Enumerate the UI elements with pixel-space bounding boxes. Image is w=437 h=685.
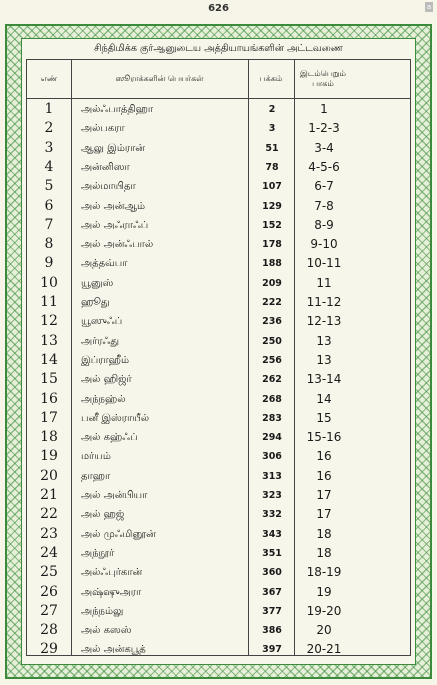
row-number: 19 <box>40 448 58 465</box>
surah-name: அல்ஃபுர்கான் <box>81 567 143 579</box>
table-row <box>27 216 410 235</box>
decorative-border-frame <box>5 24 432 679</box>
table-row <box>27 390 410 409</box>
table-row <box>27 177 410 196</box>
surah-name: தாஹா <box>81 470 111 482</box>
page-number-cell: 268 <box>262 393 282 405</box>
surah-name: அல் ஹிஜ்ர் <box>81 374 132 386</box>
table-row <box>27 100 410 119</box>
page-number-cell: 236 <box>262 316 282 328</box>
surah-name: அந்நஹ்ல் <box>81 393 126 405</box>
table-row <box>27 640 410 659</box>
part-number: 10-11 <box>306 256 342 271</box>
page-number-cell: 386 <box>262 625 282 637</box>
surah-name: அல் கஹ்ஃப் <box>81 432 138 444</box>
surah-name: அல்ஃபாத்திஹா <box>81 104 154 115</box>
part-number: 6-7 <box>314 179 334 194</box>
part-number: 9-10 <box>310 237 338 252</box>
table-row <box>27 332 410 351</box>
row-number: 2 <box>44 120 54 137</box>
surah-name: அல் முஃமினூன் <box>81 528 156 540</box>
part-number: 11 <box>316 275 332 290</box>
surah-name: யூஸுஃப் <box>81 316 123 328</box>
part-number: 3-4 <box>314 140 334 155</box>
table-row <box>27 544 410 563</box>
row-number: 22 <box>40 506 58 523</box>
page-number-cell: 178 <box>262 239 282 251</box>
row-number: 21 <box>40 487 58 503</box>
surah-name: ஹூது <box>81 297 110 308</box>
row-number: 10 <box>40 274 58 291</box>
page-number-cell: 51 <box>265 142 279 154</box>
table-row <box>27 312 410 331</box>
row-number: 1 <box>44 101 54 117</box>
row-number: 18 <box>40 429 58 446</box>
page-number: 626 <box>208 3 229 14</box>
page-number-cell: 343 <box>262 528 282 540</box>
header-number: எண் <box>40 74 58 83</box>
page-number-cell: 256 <box>262 354 282 366</box>
table-row <box>27 467 410 486</box>
row-number: 28 <box>40 622 58 639</box>
table-row <box>27 274 410 293</box>
table-row <box>27 563 410 582</box>
table-row <box>27 197 410 216</box>
row-number: 25 <box>40 564 58 581</box>
table-row <box>27 158 410 177</box>
page-number-cell: 332 <box>262 509 282 521</box>
page-number-cell: 78 <box>265 161 279 173</box>
part-number: 19-20 <box>306 603 342 618</box>
page-number-cell: 209 <box>262 277 282 289</box>
page-number-cell: 107 <box>262 181 282 193</box>
surah-name: அல் அன்கபூத் <box>81 644 146 656</box>
surah-name: அஷ்ஷுஅரா <box>81 586 142 598</box>
page-number-cell: 129 <box>262 200 282 212</box>
part-number: 15 <box>316 410 332 425</box>
row-number: 16 <box>40 390 58 407</box>
corner-mark: a <box>426 3 432 11</box>
part-number: 1 <box>320 102 328 116</box>
surah-name: அல் அன்ஆம் <box>81 200 146 212</box>
part-number: 19 <box>316 584 332 599</box>
page-number-cell: 294 <box>262 432 282 444</box>
row-number: 11 <box>40 294 58 310</box>
surah-name: அல் அஃராஃப் <box>81 219 149 231</box>
surah-name: அல்மாயிதா <box>81 181 136 193</box>
table-row <box>27 254 410 273</box>
table-row <box>27 235 410 254</box>
surah-name: அன்னிஸா <box>81 161 130 173</box>
page-number-cell: 367 <box>262 586 282 598</box>
table-row <box>27 583 410 602</box>
header-divider <box>27 98 410 99</box>
surah-name: யூனுஸ் <box>81 277 114 289</box>
row-number: 23 <box>40 525 58 542</box>
part-number: 11-12 <box>306 295 342 309</box>
table-row <box>27 139 410 158</box>
page-number-cell: 360 <box>262 567 282 579</box>
table-panel <box>21 38 416 665</box>
surah-name: அர்ரஃது <box>81 335 120 347</box>
table-row <box>27 621 410 640</box>
page-number-cell: 313 <box>262 470 282 482</box>
surah-name: அல்பகரா <box>81 123 125 135</box>
page-number-cell: 152 <box>262 219 282 231</box>
page-number-cell: 2 <box>268 104 276 115</box>
part-number: 17 <box>316 507 332 522</box>
part-number: 7-8 <box>314 198 334 213</box>
page-number-cell: 306 <box>262 451 282 463</box>
table-row <box>27 525 410 544</box>
part-number: 20-21 <box>306 642 342 657</box>
table-row <box>27 293 410 312</box>
row-number: 26 <box>40 583 58 600</box>
surah-name: அந்நம்லு <box>81 605 124 617</box>
part-number: 14 <box>316 391 332 406</box>
table-row <box>27 505 410 524</box>
header-surah-name: ஸூராக்களின் பெயர்கள் <box>115 74 204 83</box>
surah-name: அல் அன்ஃபால் <box>81 239 154 251</box>
part-number: 15-16 <box>306 430 342 445</box>
table-row <box>27 447 410 466</box>
surah-name: அந்நூர் <box>81 547 115 559</box>
surah-name: ஆலு இம்ரான் <box>81 142 145 154</box>
page-number-cell: 283 <box>262 412 282 424</box>
surah-name: இப்ராஹீம் <box>81 354 130 366</box>
part-number: 13 <box>316 333 332 348</box>
page-number-cell: 250 <box>262 335 282 347</box>
row-number: 17 <box>40 409 58 426</box>
row-number: 3 <box>44 139 54 156</box>
surah-name: அத்தவ்பா <box>81 258 128 270</box>
row-number: 7 <box>44 216 54 233</box>
table-row <box>27 602 410 621</box>
surah-name: மர்யம் <box>81 451 111 463</box>
table-row <box>27 351 410 370</box>
page-number-cell: 262 <box>262 374 282 386</box>
row-number: 15 <box>40 371 58 388</box>
surah-name: அல் கஸஸ் <box>81 625 132 637</box>
header-part: இடம்பெறும் பாகம் <box>300 69 346 88</box>
row-number: 9 <box>44 255 54 272</box>
surah-name: பனீ இஸ்ராயீல் <box>81 412 150 424</box>
part-number: 18 <box>316 526 332 541</box>
part-number: 1-2-3 <box>308 121 340 136</box>
part-number: 17 <box>316 488 332 502</box>
part-number: 16 <box>316 449 332 464</box>
page-number-cell: 188 <box>262 258 282 270</box>
row-number: 13 <box>40 332 58 349</box>
table-row <box>27 370 410 389</box>
part-number: 18-19 <box>306 565 342 580</box>
row-number: 14 <box>40 351 58 368</box>
row-number: 12 <box>40 313 58 330</box>
page-number-cell: 3 <box>268 123 276 135</box>
page-number-cell: 222 <box>262 297 282 308</box>
row-number: 8 <box>44 236 54 253</box>
table-row <box>27 119 410 138</box>
table-title: சிந்திமிக்க குர்ஆனுடைய அத்தியாயங்களின் அட்டவணை <box>94 43 343 54</box>
part-number: 16 <box>316 468 332 483</box>
surah-index-table <box>26 59 411 656</box>
row-number: 4 <box>44 158 54 175</box>
row-number: 20 <box>40 467 58 484</box>
table-row <box>27 486 410 505</box>
table-row <box>27 428 410 447</box>
part-number: 12-13 <box>306 314 342 329</box>
page-number-cell: 377 <box>262 605 282 617</box>
row-number: 29 <box>40 641 58 658</box>
table-row <box>27 409 410 428</box>
part-number: 4-5-6 <box>308 159 340 174</box>
row-number: 24 <box>40 544 58 561</box>
page-number-cell: 323 <box>262 490 282 501</box>
row-number: 6 <box>44 197 54 214</box>
header-page: பக்கம் <box>259 74 283 83</box>
part-number: 13-14 <box>306 372 342 387</box>
page-number-cell: 351 <box>262 547 282 559</box>
part-number: 8-9 <box>314 217 334 232</box>
page-number-cell: 397 <box>262 644 282 656</box>
row-number: 5 <box>44 178 54 195</box>
part-number: 18 <box>316 545 332 560</box>
part-number: 20 <box>316 623 332 638</box>
surah-name: அல் அன்பியா <box>81 490 148 501</box>
surah-name: அல் ஹஜ் <box>81 509 125 521</box>
row-number: 27 <box>40 602 58 619</box>
part-number: 13 <box>316 352 332 367</box>
